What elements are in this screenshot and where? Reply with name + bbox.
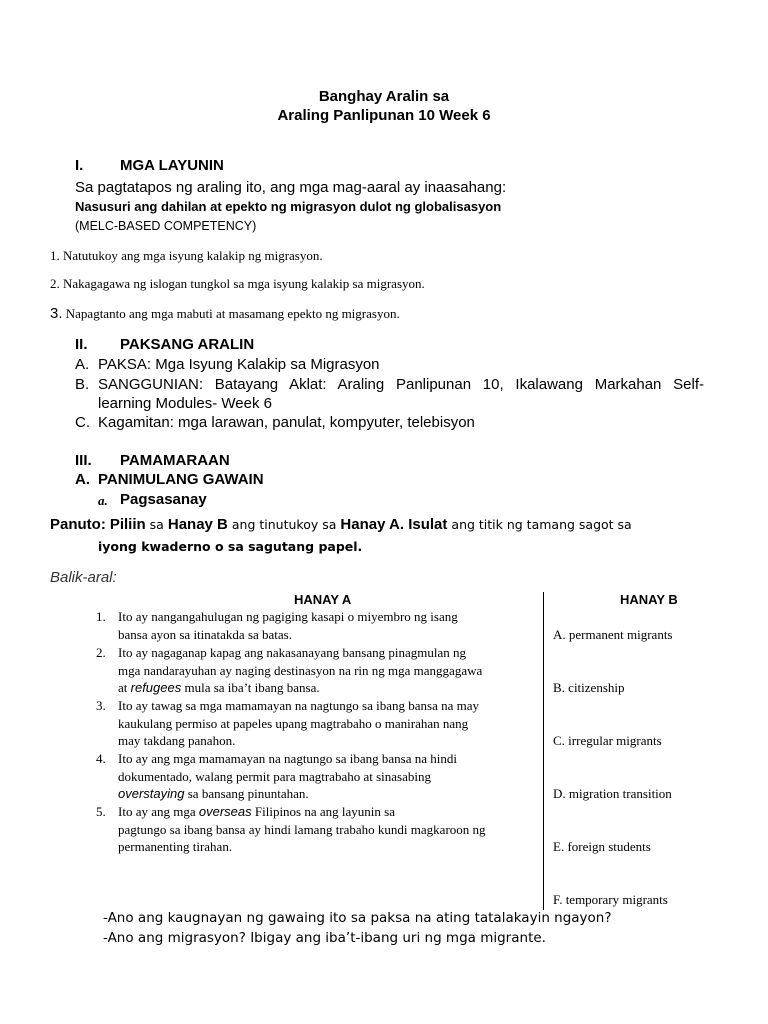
instructions-rest: ang titik ng tamang sagot sa: [451, 517, 632, 532]
activity-letter: a.: [98, 493, 108, 508]
hanay-a-item-1-line2: bansa ayon sa itinatakda sa batas.: [118, 626, 292, 642]
activity-name: Pagsasanay: [120, 491, 207, 508]
section2-item-b-line1: SANGGUNIAN: Batayang Aklat: Araling Panlipunan 10, Ikalawang Markahan Self-: [98, 376, 704, 393]
section3-heading: PAMAMARAAN: [120, 452, 230, 469]
instructions-line2: iyong kwaderno o sa sagutang papel.: [98, 539, 363, 554]
hanay-a-item-4-line1: Ito ay ang mga mamamayan na nagtungo sa ibang bansa na hindi: [118, 751, 457, 766]
objective-3-text: Napagtanto ang mga mabuti at masamang epekto ng migrasyon.: [65, 306, 400, 321]
hanay-a-item-1: [118, 608, 458, 643]
hanay-b-item-b: B. citizenship: [553, 680, 625, 695]
section2-number: II.: [75, 336, 88, 353]
hanay-a-item-2-line3: [118, 679, 482, 697]
hanay-a-item-5: [118, 803, 486, 856]
section2-item-c-letter: C.: [75, 414, 90, 431]
hanay-a-item-3: [118, 697, 479, 750]
hanay-a-item-5-italic: overseas: [198, 804, 252, 819]
hanay-a-item-5-line1: [118, 803, 486, 821]
objective-3-number: 3.: [50, 305, 63, 322]
hanay-a-heading: HANAY A: [294, 592, 352, 607]
section1-heading: MGA LAYUNIN: [120, 157, 224, 174]
tinutukoy-text: ang tinutukoy sa: [231, 517, 337, 532]
hanay-a-item-2-line3-suffix: mula sa iba’t ibang bansa.: [181, 680, 320, 696]
column-divider: [543, 592, 544, 910]
section2-item-b-letter: B.: [75, 376, 90, 393]
document-title-line2: Araling Panlipunan 10 Week 6: [277, 107, 491, 124]
piliin-word: Piliin: [109, 516, 146, 533]
melc-label: (MELC-BASED COMPETENCY): [75, 219, 257, 233]
hanay-b-item-c: C. irregular migrants: [553, 733, 662, 748]
hanay-a-item-5-line3: permanenting tirahan.: [118, 839, 233, 855]
hanay-a-item-1-number: 1.: [96, 609, 106, 624]
hanay-a-item-2-line1: Ito ay nagaganap kapag ang nakasanayang bansang pinagmulan ng: [118, 645, 466, 660]
instructions-line1: [50, 516, 632, 534]
hanay-b-heading: HANAY B: [620, 592, 678, 607]
hanay-a-item-5-line1-prefix: Ito ay ang mga: [118, 804, 199, 819]
objective-2: 2. Nakagagawa ng islogan tungkol sa mga isyung kalakip sa migrasyon.: [50, 276, 425, 291]
hanay-a-item-2-number: 2.: [96, 645, 106, 660]
hanay-a-item-3-line1: Ito ay tawag sa mga mamamayan na nagtungo sa ibang bansa na may: [118, 698, 479, 713]
hanay-b-ref: Hanay B: [167, 516, 228, 533]
hanay-a-item-5-line2: pagtungo sa ibang bansa ay hindi lamang trabaho kundi magkaroon ng: [118, 821, 486, 837]
hanay-b-item-e: E. foreign students: [553, 839, 651, 854]
hanay-a-ref: Hanay A. Isulat: [340, 516, 448, 533]
balik-aral-label: Balik-aral:: [50, 569, 117, 586]
section3-sub-heading: PANIMULANG GAWAIN: [98, 471, 264, 488]
section2-item-a: PAKSA: Mga Isyung Kalakip sa Migrasyon: [98, 356, 380, 373]
hanay-a-item-4-italic: overstaying: [118, 786, 185, 802]
section1-number: I.: [75, 157, 84, 174]
section3-number: III.: [75, 452, 92, 469]
question-2: -Ano ang migrasyon? Ibigay ang iba’t-ibang uri ng mga migrante.: [103, 930, 546, 946]
hanay-a-item-2-italic: refugees: [130, 680, 182, 696]
hanay-a-item-4: [118, 750, 457, 803]
hanay-a-item-2-line3-prefix: at: [118, 680, 131, 696]
sa-word: sa: [149, 517, 164, 532]
hanay-b-item-d: D. migration transition: [553, 786, 672, 801]
hanay-a-item-3-line3: may takdang panahon.: [118, 733, 236, 749]
competency: Nasusuri ang dahilan at epekto ng migrasyon dulot ng globalisasyon: [75, 199, 502, 214]
section2-item-b: [98, 376, 704, 393]
question-1: -Ano ang kaugnayan ng gawaing ito sa paksa na ating tatalakayin ngayon?: [103, 910, 612, 926]
hanay-a-item-3-line2: kaukulang permiso at papeles upang magtrabaho o manirahan nang: [118, 715, 469, 731]
section2-item-a-letter: A.: [75, 356, 90, 373]
hanay-a-item-5-line1-suffix: Filipinos na ang layunin sa: [251, 804, 395, 819]
objective-3: [50, 305, 400, 322]
hanay-a-item-4-line2: dokumentado, walang permit para magtrabaho at sinasabing: [118, 768, 431, 784]
hanay-a-item-4-line3: [118, 785, 457, 803]
hanay-b-item-f: F. temporary migrants: [553, 892, 668, 907]
hanay-a-item-2-line2: mga nandarayuhan ay naging destinasyon na rin ng mga manggagawa: [118, 662, 483, 678]
document-title-line1: Banghay Aralin sa: [318, 88, 450, 105]
hanay-a-item-2: [118, 644, 482, 697]
section1-intro: Sa pagtatapos ng araling ito, ang mga mag-aaral ay inaasahang:: [75, 179, 507, 196]
panuto-label: Panuto:: [50, 516, 106, 533]
section2-heading: PAKSANG ARALIN: [120, 336, 255, 353]
hanay-a-item-5-number: 5.: [96, 804, 106, 819]
objective-1: 1. Natutukoy ang mga isyung kalakip ng migrasyon.: [50, 248, 323, 263]
section3-sub-letter: A.: [75, 471, 90, 488]
section2-item-b-line2: learning Modules- Week 6: [98, 395, 272, 412]
hanay-a-item-4-number: 4.: [96, 751, 106, 766]
hanay-b-item-a: A. permanent migrants: [553, 627, 673, 642]
hanay-a-item-4-line3-suffix: sa bansang pinuntahan.: [184, 786, 309, 802]
section2-item-c: Kagamitan: mga larawan, panulat, kompyuter, telebisyon: [98, 414, 475, 431]
hanay-a-item-3-number: 3.: [96, 698, 106, 713]
hanay-a-item-1-line1: Ito ay nangangahulugan ng pagiging kasapi o miyembro ng isang: [118, 609, 458, 624]
